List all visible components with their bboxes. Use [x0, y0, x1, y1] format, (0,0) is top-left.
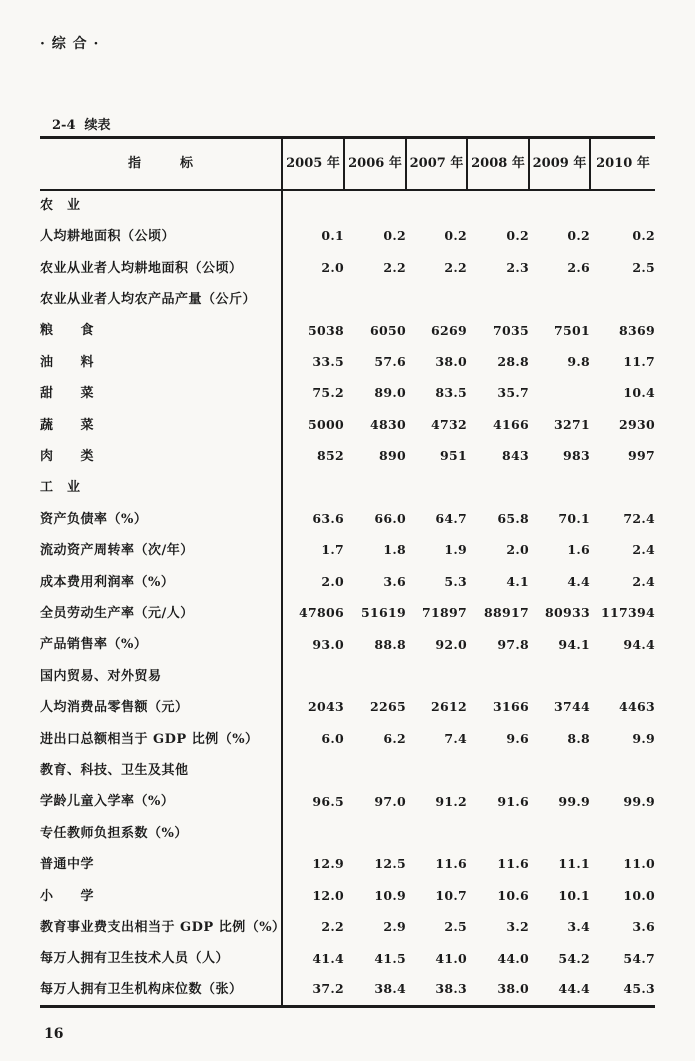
cell-value	[282, 661, 344, 692]
row-label: 农业从业者人均耕地面积（公顷）	[40, 252, 282, 283]
table-row	[40, 723, 655, 754]
cell-value: 80933	[545, 605, 590, 621]
cell-value: 92.0	[435, 636, 467, 652]
table-row	[40, 347, 655, 378]
cell-value: 2043	[308, 699, 344, 715]
year-header-2005: 2005 年	[282, 138, 344, 190]
table-row	[40, 629, 655, 660]
cell-value: 72.4	[623, 511, 655, 527]
cell-value: 83.5	[435, 385, 467, 401]
cell-value: 2.4	[632, 542, 655, 558]
cell-value	[406, 190, 467, 221]
year-header-2010: 2010 年	[590, 138, 655, 190]
cell-value	[406, 818, 467, 849]
cell-value: 65.8	[497, 511, 529, 527]
cell-value	[590, 755, 655, 786]
table-row	[40, 221, 655, 252]
cell-value: 2.3	[506, 259, 529, 275]
cell-value	[590, 472, 655, 503]
table-row	[40, 504, 655, 535]
cell-value: 45.3	[623, 981, 655, 997]
cell-value: 1.7	[321, 542, 344, 558]
cell-value	[344, 284, 406, 315]
cell-value: 2.9	[383, 919, 406, 935]
cell-value: 2.0	[506, 542, 529, 558]
table-row	[40, 441, 655, 472]
table-row	[40, 598, 655, 629]
cell-value: 94.1	[558, 636, 590, 652]
cell-value	[590, 284, 655, 315]
row-label: 农业从业者人均农产品产量（公斤）	[40, 284, 282, 315]
cell-value: 2265	[370, 699, 406, 715]
row-label: 普通中学	[40, 849, 282, 880]
cell-value: 852	[317, 448, 344, 464]
cell-value: 0.2	[632, 228, 655, 244]
cell-value: 38.4	[374, 981, 406, 997]
cell-value: 983	[563, 448, 590, 464]
row-label: 人均耕地面积（公顷）	[40, 221, 282, 252]
cell-value: 47806	[299, 605, 344, 621]
row-label: 专任教师负担系数（%）	[40, 818, 282, 849]
cell-value: 2.0	[321, 573, 344, 589]
row-label: 进出口总额相当于 GDP 比例（%）	[40, 723, 282, 754]
cell-value: 70.1	[558, 511, 590, 527]
cell-value: 91.6	[497, 793, 529, 809]
table-row	[40, 378, 655, 409]
cell-value: 93.0	[312, 636, 344, 652]
cell-value: 12.0	[312, 887, 344, 903]
cell-value	[344, 818, 406, 849]
cell-value: 4732	[431, 416, 467, 432]
cell-value: 2930	[619, 416, 655, 432]
cell-value: 3744	[554, 699, 590, 715]
section-row	[40, 472, 655, 503]
cell-value: 3271	[554, 416, 590, 432]
cell-value: 10.4	[623, 385, 655, 401]
table-row	[40, 943, 655, 974]
cell-value: 1.9	[444, 542, 467, 558]
cell-value: 2.2	[444, 259, 467, 275]
cell-value: 2.4	[632, 573, 655, 589]
cell-value: 0.2	[506, 228, 529, 244]
row-label: 教育事业费支出相当于 GDP 比例（%）	[40, 912, 282, 943]
row-label: 蔬 菜	[40, 409, 282, 440]
cell-value: 0.2	[567, 228, 590, 244]
cell-value: 4166	[493, 416, 529, 432]
cell-value: 997	[628, 448, 655, 464]
cell-value: 4463	[619, 699, 655, 715]
cell-value	[529, 378, 590, 409]
cell-value: 97.0	[374, 793, 406, 809]
section-row	[40, 661, 655, 692]
cell-value	[590, 661, 655, 692]
cell-value	[529, 755, 590, 786]
cell-value	[282, 190, 344, 221]
cell-value: 44.0	[497, 950, 529, 966]
cell-value: 96.5	[312, 793, 344, 809]
page-number: 16	[44, 1026, 64, 1042]
cell-value	[282, 755, 344, 786]
cell-value: 12.9	[312, 856, 344, 872]
cell-value	[406, 284, 467, 315]
cell-value: 10.7	[435, 887, 467, 903]
row-label: 人均消费品零售额（元）	[40, 692, 282, 723]
row-label: 成本费用利润率（%）	[40, 566, 282, 597]
table-row	[40, 535, 655, 566]
cell-value	[344, 190, 406, 221]
row-label: 工 业	[40, 472, 282, 503]
cell-value: 97.8	[497, 636, 529, 652]
cell-value: 2.6	[567, 259, 590, 275]
cell-value: 11.7	[623, 353, 655, 369]
cell-value: 51619	[361, 605, 406, 621]
cell-value: 11.6	[435, 856, 467, 872]
cell-value: 99.9	[623, 793, 655, 809]
cell-value: 6.2	[383, 730, 406, 746]
cell-value: 41.4	[312, 950, 344, 966]
cell-value	[529, 284, 590, 315]
cell-value: 1.6	[567, 542, 590, 558]
cell-value: 6269	[431, 322, 467, 338]
cell-value: 0.1	[321, 228, 344, 244]
cell-value: 7035	[493, 322, 529, 338]
cell-value	[344, 661, 406, 692]
cell-value: 66.0	[374, 511, 406, 527]
cell-value	[344, 755, 406, 786]
cell-value: 54.7	[623, 950, 655, 966]
table-row	[40, 566, 655, 597]
category-label: · 综 合 ·	[40, 36, 100, 52]
table-row	[40, 786, 655, 817]
cell-value: 4.4	[567, 573, 590, 589]
cell-value: 3.6	[632, 919, 655, 935]
row-label: 粮 食	[40, 315, 282, 346]
row-label: 农 业	[40, 190, 282, 221]
section-row	[40, 755, 655, 786]
cell-value: 4.1	[506, 573, 529, 589]
table-row	[40, 692, 655, 723]
cell-value	[344, 472, 406, 503]
cell-value: 951	[440, 448, 467, 464]
table-row	[40, 912, 655, 943]
cell-value: 35.7	[497, 385, 529, 401]
row-label: 教育、科技、卫生及其他	[40, 755, 282, 786]
cell-value: 5.3	[444, 573, 467, 589]
cell-value: 0.2	[444, 228, 467, 244]
cell-value	[590, 818, 655, 849]
cell-value: 10.9	[374, 887, 406, 903]
cell-value: 1.8	[383, 542, 406, 558]
cell-value: 9.6	[506, 730, 529, 746]
cell-value: 10.6	[497, 887, 529, 903]
row-label: 每万人拥有卫生技术人员（人）	[40, 943, 282, 974]
row-label: 甜 菜	[40, 378, 282, 409]
table-row	[40, 880, 655, 911]
cell-value: 5000	[308, 416, 344, 432]
cell-value: 2612	[431, 699, 467, 715]
row-label: 国内贸易、对外贸易	[40, 661, 282, 692]
cell-value: 89.0	[374, 385, 406, 401]
cell-value: 8369	[619, 322, 655, 338]
section-row	[40, 190, 655, 221]
cell-value: 37.2	[312, 981, 344, 997]
cell-value: 7501	[554, 322, 590, 338]
cell-value: 6.0	[321, 730, 344, 746]
table-row	[40, 818, 655, 849]
cell-value: 2.2	[383, 259, 406, 275]
cell-value	[590, 190, 655, 221]
cell-value: 88917	[484, 605, 529, 621]
cell-value: 75.2	[312, 385, 344, 401]
cell-value	[467, 190, 529, 221]
cell-value	[282, 818, 344, 849]
cell-value: 843	[502, 448, 529, 464]
cell-value	[529, 190, 590, 221]
cell-value: 88.8	[374, 636, 406, 652]
cell-value: 38.3	[435, 981, 467, 997]
cell-value	[467, 284, 529, 315]
table-row	[40, 315, 655, 346]
cell-value	[529, 661, 590, 692]
cell-value: 7.4	[444, 730, 467, 746]
cell-value: 10.1	[558, 887, 590, 903]
table-header	[40, 138, 655, 190]
table-caption: 2-4 续表	[52, 118, 111, 133]
cell-value: 890	[379, 448, 406, 464]
table-row	[40, 849, 655, 880]
cell-value: 11.1	[558, 856, 590, 872]
cell-value	[467, 818, 529, 849]
cell-value: 3.2	[506, 919, 529, 935]
cell-value: 8.8	[567, 730, 590, 746]
cell-value: 9.8	[567, 353, 590, 369]
row-label: 肉 类	[40, 441, 282, 472]
cell-value	[467, 755, 529, 786]
row-label: 学龄儿童入学率（%）	[40, 786, 282, 817]
cell-value: 2.2	[321, 919, 344, 935]
cell-value: 4830	[370, 416, 406, 432]
cell-value: 44.4	[558, 981, 590, 997]
year-header-2009: 2009 年	[529, 138, 590, 190]
year-header-2007: 2007 年	[406, 138, 467, 190]
cell-value: 6050	[370, 322, 406, 338]
year-header-2008: 2008 年	[467, 138, 529, 190]
cell-value	[406, 755, 467, 786]
cell-value	[406, 472, 467, 503]
cell-value: 41.0	[435, 950, 467, 966]
cell-value	[529, 472, 590, 503]
cell-value: 2.5	[444, 919, 467, 935]
table-body	[40, 190, 655, 1007]
cell-value: 11.0	[623, 856, 655, 872]
cell-value: 2.0	[321, 259, 344, 275]
cell-value: 57.6	[374, 353, 406, 369]
table-row	[40, 409, 655, 440]
row-label: 每万人拥有卫生机构床位数（张）	[40, 975, 282, 1006]
cell-value	[282, 284, 344, 315]
cell-value: 38.0	[497, 981, 529, 997]
cell-value: 2.5	[632, 259, 655, 275]
cell-value	[467, 661, 529, 692]
cell-value: 94.4	[623, 636, 655, 652]
row-label: 流动资产周转率（次/年）	[40, 535, 282, 566]
cell-value: 0.2	[383, 228, 406, 244]
cell-value: 99.9	[558, 793, 590, 809]
row-label: 全员劳动生产率（元/人）	[40, 598, 282, 629]
cell-value	[282, 472, 344, 503]
cell-value: 5038	[308, 322, 344, 338]
cell-value: 9.9	[632, 730, 655, 746]
cell-value: 63.6	[312, 511, 344, 527]
row-label: 油 料	[40, 347, 282, 378]
cell-value: 28.8	[497, 353, 529, 369]
indicator-header-cell: 指 标	[40, 138, 282, 190]
cell-value: 3.4	[567, 919, 590, 935]
row-label: 产品销售率（%）	[40, 629, 282, 660]
cell-value: 3166	[493, 699, 529, 715]
cell-value	[529, 818, 590, 849]
cell-value: 33.5	[312, 353, 344, 369]
cell-value: 64.7	[435, 511, 467, 527]
header-row	[40, 138, 655, 190]
table-row	[40, 284, 655, 315]
cell-value: 3.6	[383, 573, 406, 589]
row-label: 资产负债率（%）	[40, 504, 282, 535]
cell-value: 38.0	[435, 353, 467, 369]
cell-value: 91.2	[435, 793, 467, 809]
year-header-2006: 2006 年	[344, 138, 406, 190]
cell-value: 12.5	[374, 856, 406, 872]
cell-value	[406, 661, 467, 692]
cell-value: 117394	[601, 605, 655, 621]
cell-value: 54.2	[558, 950, 590, 966]
table-row	[40, 975, 655, 1006]
cell-value	[467, 472, 529, 503]
cell-value: 11.6	[497, 856, 529, 872]
cell-value: 10.0	[623, 887, 655, 903]
cell-value: 41.5	[374, 950, 406, 966]
cell-value: 71897	[422, 605, 467, 621]
row-label: 小 学	[40, 880, 282, 911]
table-row	[40, 252, 655, 283]
statistics-table	[40, 136, 655, 1008]
